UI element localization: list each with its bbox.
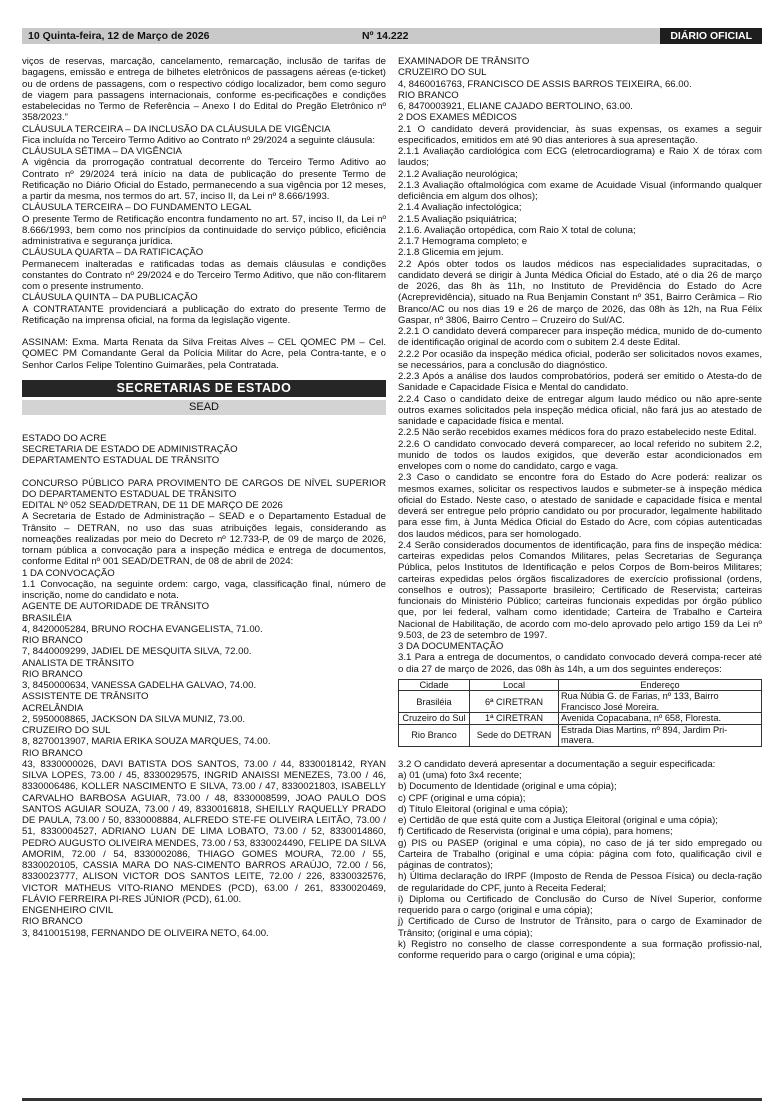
table-body — [399, 691, 762, 747]
paragraph: 2.3 Caso o candidato se encontre fora do Estado do Acre poderá: realizar os mesmos exames, solicitar os respectivos laudos e submeter-se à inspeção médica oficial do Estado. Neste caso, o atestado de sanidade e capacidade física e mental deverá ser entregue pelo próprio candidato ou por procurador, legalmente habilitado para esse fim, à Junta Médica Oficial do Estado do Acre, com cópias autenticadas dos laudos médicos, para ser homologado. — [398, 472, 762, 540]
table-cell: Cruzeiro do Sul — [399, 713, 470, 725]
paragraph: 2.2 Após obter todos os laudos médicos nas especialidades supracitadas, o candidato deverá se dirigir à Junta Médica Oficial do Estado, até o dia 26 de março de 2026, das 8h às 11h, no Instituto de Previdência do Estado do Acre (Acreprevidência), situado na Rua Benjamin Constant nº 351, Bairro Cerâmica – Rio Branco/AC ou nos dias 19 e 26 de março de 2026, das 08h às 12h, na Rua Félix Gaspar, nº 3806, Bairro Centro – Cruzeiro do Sul/AC. — [398, 258, 762, 326]
table-cell: Rua Núbia G. de Farias, nº 133, Bairro Francisco José Moreira. — [559, 691, 762, 713]
paragraph: CRUZEIRO DO SUL — [398, 67, 487, 79]
table-row — [399, 724, 762, 746]
paragraph: CONCURSO PÚBLICO PARA PROVIMENTO DE CARGOS DE NÍVEL SUPERIOR DO DEPARTAMENTO ESTADUAL DE TRÂNSITO — [22, 477, 386, 500]
section-subtitle: SEAD — [22, 400, 386, 415]
paragraph: 1.1 Convocação, na seguinte ordem: cargo, vaga, classificação final, número de inscrição, nome do candidato e nota. — [22, 578, 386, 601]
publication-name: DIÁRIO OFICIAL — [660, 28, 762, 44]
signature-paragraph: ASSINAM: Exma. Marta Renata da Silva Freitas Alves – CEL QOMEC PM – Cel. QOMEC PM Comandante Geral da Polícia Militar do Acre, pela Contra-tante, e o Senhor Carlos Felipe Tolentino Guimarães, pela Contratada. — [22, 337, 386, 371]
table-header: Local — [470, 679, 559, 691]
table-cell: Estrada Dias Martins, nº 894, Jardim Pri-mavera. — [559, 724, 762, 746]
paragraph: 2.1.7 Hemograma completo; e — [398, 236, 528, 247]
org-line: SECRETARIA DE ESTADO DE ADMINISTRAÇÃO — [22, 444, 238, 455]
footer-rule — [22, 1098, 762, 1101]
paragraph: 2.2.5 Não serão recebidos exames médicos fora do prazo estabelecido neste Edital. — [398, 427, 757, 439]
issue-number: Nº 14.222 — [362, 30, 409, 42]
paragraph: RIO BRANCO — [398, 89, 459, 101]
paragraph: b) Documento de Identidade (original e uma cópia); — [398, 781, 617, 793]
paragraph: 2, 5950008865, JACKSON DA SILVA MUNIZ, 73.00. — [22, 713, 246, 725]
paragraph: 3.2 O candidato deverá apresentar a documentação a seguir especificada: — [398, 758, 716, 770]
left-top-text — [22, 56, 386, 326]
table-header: Cidade — [399, 679, 470, 691]
paragraph: RIO BRANCO — [22, 916, 83, 928]
table-header-row — [399, 679, 762, 691]
paragraph: RIO BRANCO — [22, 635, 83, 646]
paragraph: A CONTRATANTE providenciará a publicação do extrato do presente Termo de Retificação na imprensa oficial, na forma da legislação vigente. — [22, 303, 386, 326]
table-cell: Avenida Copacabana, nº 658, Floresta. — [559, 713, 762, 725]
paragraph: 3.1 Para a entrega de documentos, o candidato convocado deverá compa-recer até o dia 27 de março de 2026, das 08h às 14h, a um dos seguintes endereços: — [398, 652, 762, 675]
paragraph: 43, 8330000026, DAVI BATISTA DOS SANTOS, 73.00 / 44, 8330018142, RYAN SILVA LOPES, 73.00 / 45, 8330029575, INGRID ANAISSI MENEZES, 73.00 / 46, 8330006486, KOLLER NASCIMENTO E SILVA, 73.00 / 47, 8330021803, ISABELLY CARVALHO BARBOSA AGUIAR, 73.00 / 48, 8330008599, JOAO PAULO DOS SANTOS AGUIAR SOUZA, 73.00 / 49, 8330016818, SHEILLY RAQUELLY PRADO DE PAULA, 73.00 / 50, 8330008884, ALFREDO STE-FE OLIVEIRA LEITÃO, 73.00 / 51, 8330004527, ADRIANO LUAN DE LIMA LOBATO, 73.00 / 52, 8330014860, PEDRO AUGUSTO OLIVEIRA MENDES, 73.00 / 53, 8330024490, FELIPE DA SILVA AMORIM, 72.00 / 54, 8330002086, THIAGO GOMES MOURA, 72.00 / 55, 8330020105, CASSIA MARA DO NAS-CIMENTO BARROS ARAÚJO, 72.00 / 56, 8330023777, ALISON VICTOR DOS SANTOS LEITE, 72.00 / 226, 8330032576, VICTOR MATHEUS VITO-RIANO MENDES (PCD), 63.00 / 261, 8330020469, FLÁVIO FERREIRA PI-RES JÚNIOR (PCD), 61.00. — [22, 758, 386, 905]
paragraph: 2.2.1 O candidato deverá comparecer para inspeção médica, munido de do-cumento de identificação original de acordo com o subitem 2.4 deste Edital. — [398, 326, 762, 349]
paragraph: CRUZEIRO DO SUL — [22, 725, 111, 736]
paragraph: CLÁUSULA TERCEIRA – DO FUNDAMENTO LEGAL — [22, 202, 252, 214]
paragraph: ACRELÂNDIA — [22, 702, 84, 714]
paragraph: A vigência da prorrogação contratual decorrente do Terceiro Termo Aditivo ao Contrato nº 29/2024 terá início na data de publicação do presente Termo de Retificação no Diário Oficial do Estado, permanecendo a sua vigência por 12 meses, a partir da mesma, nos termos do art. 57, inciso II, da Lei nº 8.666/1993. — [22, 157, 386, 202]
paragraph: 1 DA CONVOCAÇÃO — [22, 567, 115, 579]
right-text-b — [398, 759, 762, 962]
paragraph: 2.1.5 Avaliação psiquiátrica; — [398, 213, 517, 225]
paragraph: 2.1.4 Avaliação infectológica; — [398, 202, 522, 214]
paragraph: Permanecem inalteradas e ratificadas todas as demais cláusulas e condições constantes do Contrato nº 29/2024 e do Terceiro Termo Aditivo, que não con-flitarem com o presente instrumento. — [22, 258, 386, 292]
paragraph: CLÁUSULA QUARTA – DA RATIFICAÇÃO — [22, 247, 204, 259]
paragraph: 2.1.1 Avaliação cardiológica com ECG (eletrocardiograma) e Raio X de tórax com laudos; — [398, 146, 762, 169]
table-header: Endereço — [559, 679, 762, 691]
table-cell: 1ª CIRETRAN — [470, 713, 559, 725]
paragraph: ENGENHEIRO CIVIL — [22, 905, 114, 916]
table-cell: Sede do DETRAN — [470, 724, 559, 746]
org-line: ESTADO DO ACRE — [22, 432, 107, 444]
paragraph: a) 01 (uma) foto 3x4 recente; — [398, 770, 522, 781]
paragraph: 2 DOS EXAMES MÉDICOS — [398, 112, 517, 124]
paragraph: k) Registro no conselho de classe correspondente a sua formação profissio-nal, conforme requerido para o cargo (original e uma cópia); — [398, 938, 762, 961]
paragraph: 2.1 O candidato deverá providenciar, às suas expensas, os exames a seguir especificados, emitidos em até 90 dias anteriores à sua apresentação. — [398, 123, 762, 146]
paragraph: RIO BRANCO — [22, 747, 83, 759]
page-header — [22, 28, 762, 44]
paragraph: 2.1.6. Avaliação ortopédica, com Raio X total de coluna; — [398, 224, 636, 236]
paragraph: A Secretaria de Estado de Administração – SEAD e o Departamento Estadual de Trânsito – DETRAN, no uso das suas atribuições legais, considerando as nomeações realizadas por meio do Decreto nº 12.733-P, de 09 de março de 2026, tornam pública a convocação para a inspeção médica e entrega de documentos, conforme Edital nº 001 SEAD/DETRAN, de 08 de abril de 2024: — [22, 511, 386, 568]
paragraph: CLÁUSULA TERCEIRA – DA INCLUSÃO DA CLÁUSULA DE VIGÊNCIA — [22, 123, 331, 135]
paragraph: 7, 8440009299, JADIEL DE MESQUITA SILVA, 72.00. — [22, 646, 252, 658]
paragraph: 8, 8270013907, MARIA ERIKA SOUZA MARQUES, 74.00. — [22, 736, 271, 748]
paragraph: e) Certidão de que está quite com a Justiça Eleitoral (original e uma cópia); — [398, 815, 718, 826]
paragraph: Fica incluída no Terceiro Termo Aditivo ao Contrato nº 29/2024 a seguinte cláusula: — [22, 134, 375, 146]
paragraph: ANALISTA DE TRÂNSITO — [22, 657, 134, 669]
table-row — [399, 691, 762, 713]
paragraph: 2.4 Serão considerados documentos de identificação, para fins de inspeção médica: carteiras expedidas pelos Comandos Militares, pelas Secretarias de Segurança Pública, pelos Institutos de Identificação e pelos Corpos de Bom-beiros Militares; carteiras expedidas pelos órgãos fiscalizadores de exercício profissional (ordens, conselhos e outros); Passaporte brasileiro; Certificado de Reservista; carteiras funcionais do Ministério Público; carteiras funcionais expedidas por órgão público que, por lei federal, valham como identidade; Carteira de Trabalho e Carteira Nacional de Habilitação, de acordo com mo-delo aprovado pelo artigo 159 da Lei nº 9.503, de 23 de setembro de 1997. — [398, 539, 762, 641]
paragraph: BRASILÉIA — [22, 612, 72, 624]
table-cell: Rio Branco — [399, 724, 470, 746]
paragraph: 4, 8420005284, BRUNO ROCHA EVANGELISTA, 71.00. — [22, 623, 263, 635]
left-column — [22, 56, 386, 939]
paragraph: ASSISTENTE DE TRÂNSITO — [22, 691, 149, 703]
paragraph: EDITAL Nº 052 SEAD/DETRAN, DE 11 DE MARÇO DE 2026 — [22, 500, 283, 511]
paragraph: 6, 8470003921, ELIANE CAJADO BERTOLINO, 63.00. — [398, 101, 633, 112]
paragraph: 4, 8460016763, FRANCISCO DE ASSIS BARROS TEIXEIRA, 66.00. — [398, 78, 692, 90]
paragraph: CLÁUSULA QUINTA – DA PUBLICAÇÃO — [22, 292, 198, 304]
paragraph: h) Última declaração do IRPF (Imposto de Renda de Pessoa Física) ou decla-ração de regularidade do CPF, junto à Receita Federal; — [398, 871, 762, 894]
org-line: DEPARTAMENTO ESTADUAL DE TRÂNSITO — [22, 455, 220, 467]
paragraph: j) Certificado de Curso de Instrutor de Trânsito, para o cargo de Examinador de Trânsito; (original e uma cópia); — [398, 916, 762, 939]
paragraph: viços de reservas, marcação, cancelamento, remarcação, inclusão de tarifas de bagagens, emissão e entrega de bilhetes eletrônicos de passagens aéreas (e-ticket) ou de ordens de passagens, com o respectivo código localizador, bem como seguro de viagem para passagens internacionais, conforme es-pecificações e condições estabelecidas no Termo de Referência – Anexo I do Edital do Pregão Eletrônico nº 358/2023.” — [22, 56, 386, 124]
paragraph: CLÁUSULA SÉTIMA – DA VIGÊNCIA — [22, 146, 182, 157]
paragraph: EXAMINADOR DE TRÂNSITO — [398, 56, 530, 67]
edital-body — [22, 478, 386, 939]
org-block — [22, 433, 386, 467]
paragraph: 2.2.3 Após a análise dos laudos comprobatórios, poderá ser emitido o Atesta-do de Sanidade e Capacidade Física e Mental do candidato. — [398, 371, 762, 394]
table-row — [399, 713, 762, 725]
paragraph: RIO BRANCO — [22, 668, 83, 680]
paragraph: 3, 8410015198, FERNANDO DE OLIVEIRA NETO, 64.00. — [22, 927, 269, 939]
table-cell: 6ª CIRETRAN — [470, 691, 559, 713]
paragraph: 3, 8450000634, VANESSA GADELHA GALVAO, 74.00. — [22, 680, 257, 691]
section-title: SECRETARIAS DE ESTADO — [22, 380, 386, 397]
address-table — [398, 679, 762, 747]
paragraph: 2.2.4 Caso o candidato deixe de entregar algum laudo médico ou não apre-sente outros exames solicitados pela inspeção médica oficial, não fará jus ao atestado de sanidade e capacidade física e mental. — [398, 393, 762, 427]
paragraph: 2.1.2 Avaliação neurológica; — [398, 168, 518, 180]
paragraph: 2.2.2 Por ocasião da inspeção médica oficial, poderão ser solicitados novos exames, se necessários, para a conclusão do diagnóstico. — [398, 348, 762, 371]
paragraph: d) Título Eleitoral (original e uma cópia); — [398, 803, 568, 815]
paragraph: g) PIS ou PASEP (original e uma cópia), no caso de já ter sido empregado ou Carteira de Trabalho (original e uma cópia: página com foto, qualificação civil e páginas de contratos); — [398, 837, 762, 871]
paragraph: c) CPF (original e uma cópia); — [398, 792, 526, 804]
paragraph: i) Diploma ou Certificado de Conclusão do Curso de Nível Superior, conforme requerido para o cargo (original e uma cópia); — [398, 893, 762, 916]
right-column — [398, 56, 762, 961]
paragraph: f) Certificado de Reservista (original e uma cópia), para homens; — [398, 826, 673, 838]
right-text-a — [398, 56, 762, 675]
paragraph: AGENTE DE AUTORIDADE DE TRÂNSITO — [22, 601, 210, 613]
paragraph: 3 DA DOCUMENTAÇÃO — [398, 641, 504, 652]
paragraph: O presente Termo de Retificação encontra fundamento no art. 57, inciso II, da Lei nº 8.666/1993, bem como nos princípios da continuidade do serviço público, eficiência administrativa e segurança jurídica. — [22, 213, 386, 247]
paragraph: 2.1.3 Avaliação oftalmológica com exame de Acuidade Visual (informando qualquer deficiência em algum dos olhos); — [398, 179, 762, 202]
paragraph: 2.1.8 Glicemia em jejum. — [398, 247, 504, 259]
table-cell: Brasiléia — [399, 691, 470, 713]
paragraph: 2.2.6 O candidato convocado deverá comparecer, ao local referido no subitem 2.2, munido de todos os laudos exigidos, que deverão estar acondicionados em envelopes com o nome do candidato, cargo e vaga. — [398, 438, 762, 472]
page-date: 10 Quinta-feira, 12 de Março de 2026 — [28, 30, 210, 42]
